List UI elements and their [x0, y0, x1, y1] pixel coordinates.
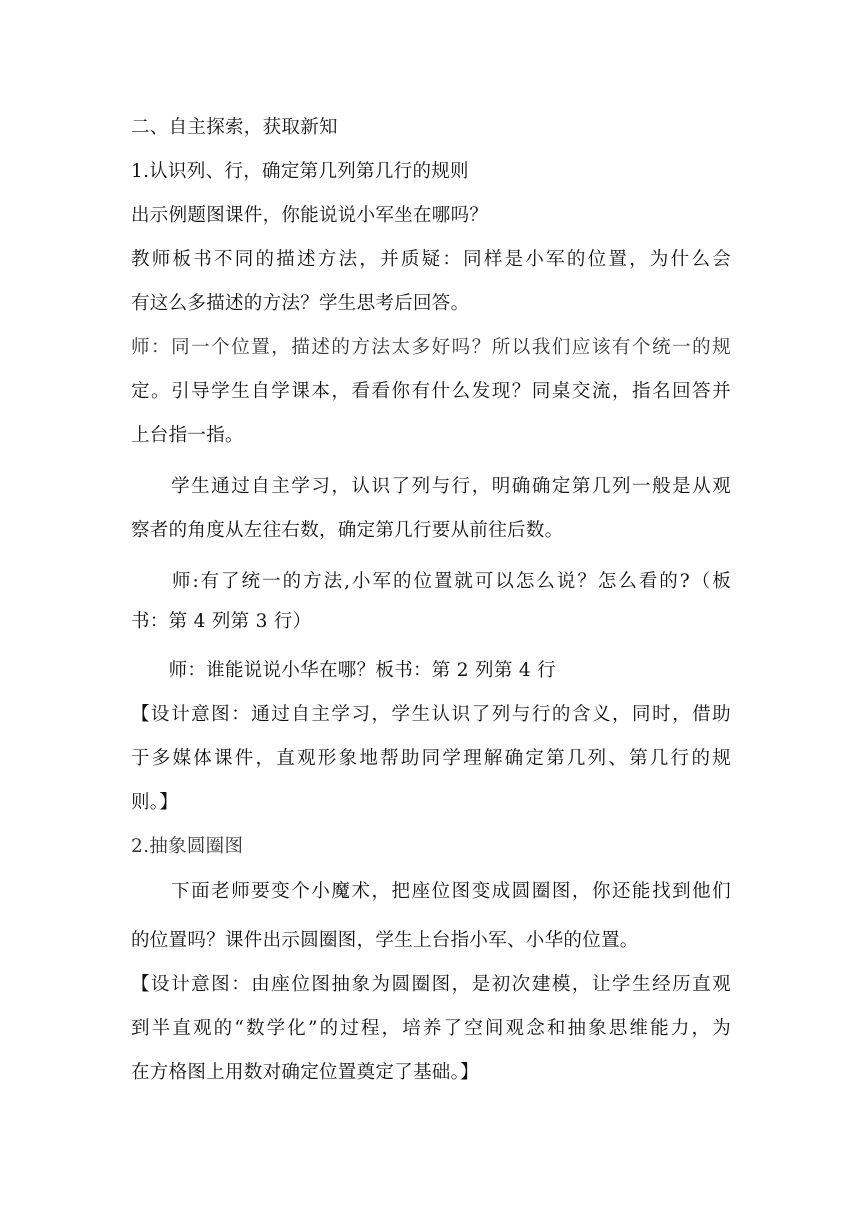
paragraph-line: 上台指一指。 — [131, 425, 244, 446]
design-intent-line: 到半直观的“数学化”的过程，培养了空间观念和抽象思维能力，为 — [131, 1018, 731, 1039]
paragraph-line: 有这么多描述的方法？学生思考后回答。 — [131, 293, 470, 314]
paragraph-line: 学生通过自主学习，认识了列与行，明确确定第几列一般是从观 — [131, 476, 731, 497]
paragraph-line: 定。引导学生自学课本，看看你有什么发现？同桌交流，指名回答并 — [131, 381, 731, 402]
paragraph-line: 师:有了统一的方法,小军的位置就可以怎么说？怎么看的?（板 — [131, 571, 731, 592]
subsection-heading-1: 1.认识列、行，确定第几列第几行的规则 — [131, 161, 469, 182]
design-intent-line: 于多媒体课件，直观形象地帮助同学理解确定第几列、第几行的规 — [131, 748, 731, 769]
paragraph-line: 师：谁能说说小华在哪？板书：第 2 列第 4 行 — [131, 660, 556, 681]
design-intent-line: 【设计意图：通过自主学习，学生认识了列与行的含义，同时，借助 — [131, 704, 731, 725]
design-intent-line: 则。】 — [131, 792, 179, 813]
paragraph-line: 师：同一个位置，描述的方法太多好吗？所以我们应该有个统一的规 — [131, 337, 731, 358]
subsection-heading-2: 2.抽象圆圈图 — [131, 836, 244, 857]
paragraph-line: 察者的角度从左往右数，确定第几行要从前往后数。 — [131, 520, 564, 541]
paragraph-line: 教师板书不同的描述方法，并质疑：同样是小军的位置，为什么会 — [131, 249, 731, 270]
paragraph-line: 书：第 4 列第 3 行） — [131, 611, 312, 632]
section-heading: 二、自主探索，获取新知 — [131, 117, 338, 138]
paragraph-line: 的位置吗？课件出示圆圈图，学生上台指小军、小华的位置。 — [131, 930, 639, 951]
paragraph-line: 出示例题图课件，你能说说小军坐在哪吗？ — [131, 205, 489, 226]
design-intent-line: 在方格图上用数对确定位置奠定了基础。】 — [131, 1062, 479, 1083]
design-intent-line: 【设计意图：由座位图抽象为圆圈图，是初次建模，让学生经历直观 — [131, 974, 731, 995]
paragraph-line: 下面老师要变个小魔术，把座位图变成圆圈图，你还能找到他们 — [131, 881, 731, 902]
